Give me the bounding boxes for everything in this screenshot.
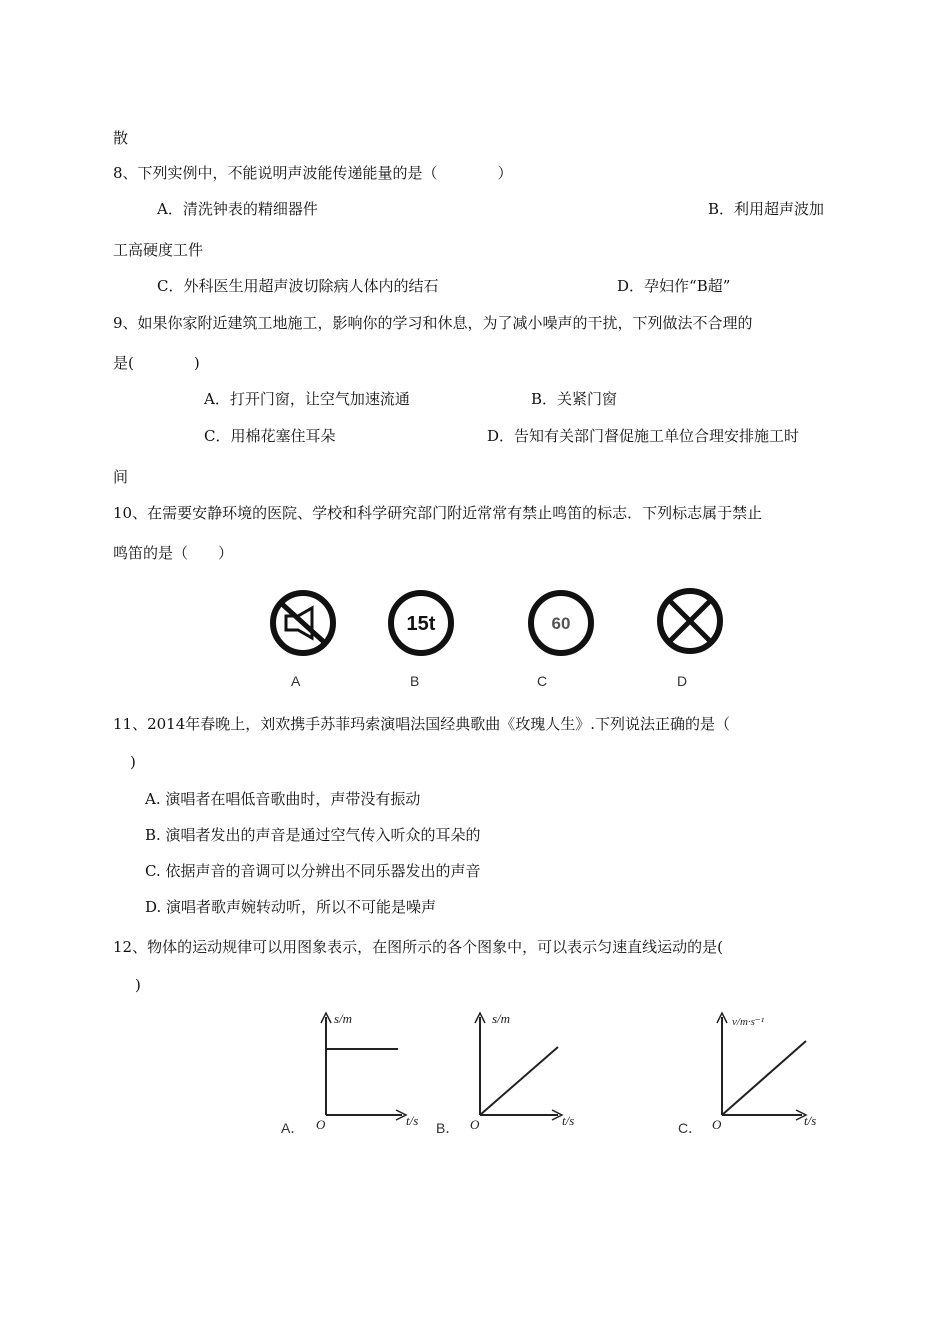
graph-b	[466, 1005, 581, 1130]
sign-label: D	[677, 673, 688, 689]
question-10: 10、在需要安静环境的医院、学校和科学研究部门附近常常有禁止鸣笛的标志．下列标志属于禁止	[113, 504, 763, 522]
no-horn-icon	[268, 588, 338, 658]
q9-option-c: C．用棉花塞住耳朵	[204, 427, 336, 445]
text-line: 散	[113, 129, 129, 147]
origin-label: O	[712, 1117, 722, 1132]
question-11-cont: )	[130, 753, 136, 771]
question-12: 12、物体的运动规律可以用图象表示，在图所示的各个图象中，可以表示匀速直线运动的是(	[113, 938, 723, 956]
question-9-cont: 是( )	[113, 354, 200, 372]
graph-label: B．	[436, 1120, 460, 1136]
question-11: 11、2014年春晚上，刘欢携手苏菲玛索演唱法国经典歌曲《玫瑰人生》.下列说法正确的是（	[113, 715, 731, 733]
question-12-cont: )	[135, 976, 141, 994]
graph-line	[722, 1041, 806, 1115]
q8-option-a: A．清洗钟表的精细器件	[157, 200, 318, 218]
q11-option-a: A. 演唱者在唱低音歌曲时，声带没有振动	[145, 790, 421, 808]
x-axis-label: t/s	[406, 1113, 419, 1128]
x-axis-label: t/s	[562, 1113, 575, 1128]
q8-option-b-cont: 工高硬度工件	[113, 241, 204, 259]
q9-option-d-cont: 间	[113, 468, 129, 486]
q11-option-c: C. 依据声音的音调可以分辨出不同乐器发出的声音	[145, 862, 481, 880]
speed-limit-icon	[526, 588, 596, 658]
graph-c	[710, 1005, 825, 1130]
q8-option-c: C．外科医生用超声波切除病人体内的结石	[157, 277, 439, 295]
origin-label: O	[470, 1117, 480, 1132]
no-stopping-icon	[655, 586, 725, 656]
q8-option-b: B．利用超声波加	[708, 200, 825, 218]
sign-text: 15t	[406, 613, 436, 635]
sign-label: C	[537, 673, 548, 689]
x-axis-label: t/s	[804, 1113, 817, 1128]
q11-option-d: D. 演唱者歌声婉转动听，所以不可能是噪声	[145, 898, 437, 916]
q8-option-d: D．孕妇作“B超”	[617, 277, 731, 295]
question-8: 8、下列实例中，不能说明声波能传递能量的是（ ）	[113, 164, 513, 182]
y-axis-label: v/m·s⁻¹	[732, 1016, 765, 1028]
y-axis-label: s/m	[334, 1011, 353, 1026]
sign-label: A	[291, 673, 301, 689]
q11-option-b: B. 演唱者发出的声音是通过空气传入听众的耳朵的	[145, 826, 481, 844]
question-10-cont: 鸣笛的是（ ）	[113, 544, 234, 562]
origin-label: O	[316, 1117, 326, 1132]
y-axis-label: s/m	[492, 1011, 511, 1026]
q9-option-a: A．打开门窗，让空气加速流通	[204, 390, 410, 408]
graph-line	[480, 1047, 558, 1115]
q9-option-b: B．关紧门窗	[531, 390, 618, 408]
sign-label: B	[410, 673, 420, 689]
weight-limit-icon	[386, 588, 456, 658]
question-9: 9、如果你家附近建筑工地施工，影响你的学习和休息，为了减小噪声的干扰，下列做法不合理的	[113, 314, 753, 332]
graph-label: C．	[678, 1120, 703, 1136]
graph-label: A．	[281, 1120, 305, 1136]
sign-text: 60	[551, 614, 571, 633]
q9-option-d: D．告知有关部门督促施工单位合理安排施工时	[487, 427, 800, 445]
graph-a	[310, 1005, 420, 1130]
